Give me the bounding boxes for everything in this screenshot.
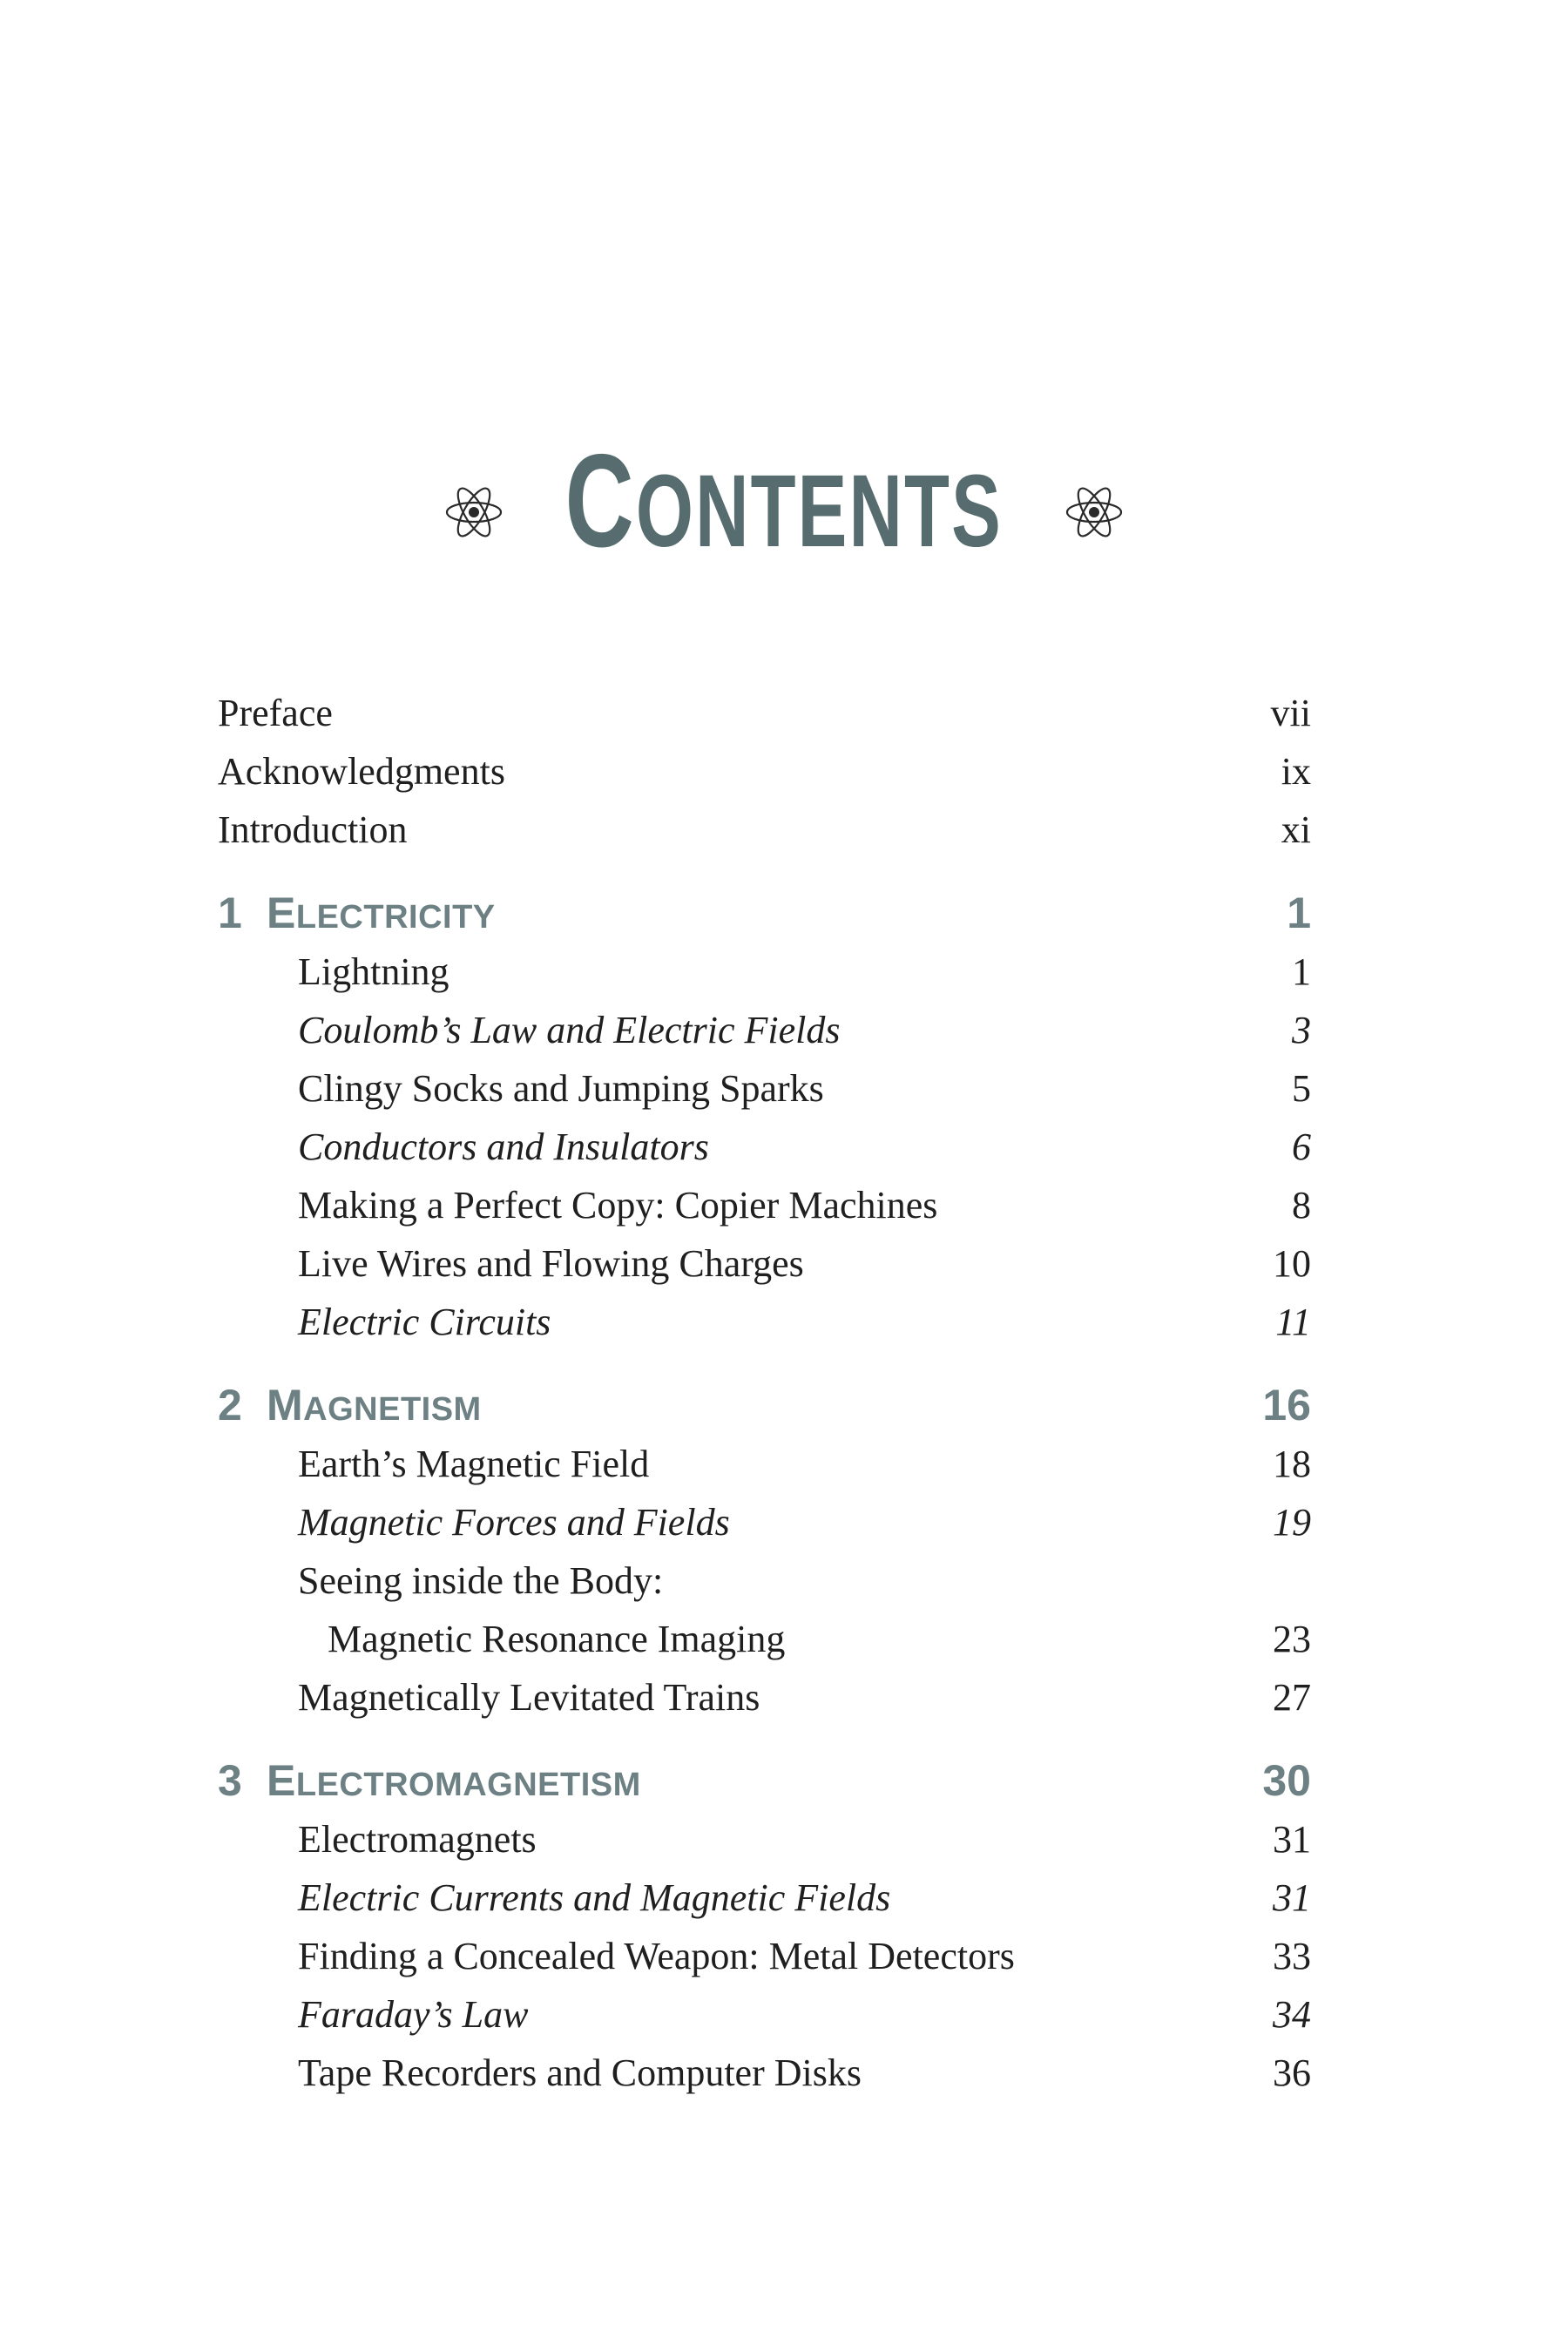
toc-entry[interactable] (218, 1869, 1311, 1927)
chapter-title-initial: E (267, 889, 296, 937)
chapter-heading-magnetism[interactable] (218, 1376, 1311, 1435)
toc-entry[interactable] (218, 1927, 1311, 1985)
toc-entry[interactable] (218, 1985, 1311, 2044)
toc-entry[interactable] (218, 1293, 1311, 1351)
entry-page: vii (1270, 692, 1311, 734)
entry-page: 27 (1273, 1676, 1311, 1719)
chapter-title-initial: E (267, 1756, 296, 1805)
entry-label: Introduction (218, 808, 408, 851)
toc-entry[interactable] (218, 1551, 1311, 1610)
toc-entry[interactable] (218, 1118, 1311, 1176)
entry-label: Magnetic Resonance Imaging (328, 1618, 786, 1660)
toc-entry-preface[interactable] (218, 684, 1311, 742)
entry-label: Electric Circuits (298, 1301, 551, 1343)
entry-page: 18 (1273, 1443, 1311, 1485)
chapter-title (267, 889, 496, 937)
contents-heading-row (0, 427, 1568, 575)
chapter-number: 3 (218, 1756, 242, 1805)
entry-page: 33 (1273, 1935, 1311, 1977)
entry-page: 6 (1292, 1125, 1311, 1168)
chapter-title-initial: M (267, 1381, 304, 1429)
entry-page: 23 (1273, 1618, 1311, 1660)
chapter-title-rest: LECTRICITY (295, 899, 496, 936)
entry-label: Making a Perfect Copy: Copier Machines (298, 1184, 938, 1227)
chapter-heading-electromagnetism[interactable] (218, 1752, 1311, 1810)
toc-entry[interactable] (218, 1668, 1311, 1727)
chapter-page: 1 (1287, 889, 1311, 937)
section-gap (218, 1727, 1311, 1752)
entry-page: 10 (1273, 1242, 1311, 1285)
entry-label: Finding a Concealed Weapon: Metal Detectors (298, 1935, 1015, 1977)
chapter-title (267, 1381, 482, 1429)
entry-page: 11 (1275, 1301, 1311, 1343)
entry-label: Preface (218, 692, 333, 734)
toc-entry-acknowledgments[interactable] (218, 742, 1311, 801)
entry-label: Conductors and Insulators (298, 1125, 709, 1168)
entry-page: ix (1281, 750, 1311, 793)
atom-icon (1064, 479, 1124, 545)
toc-entry-introduction[interactable] (218, 801, 1311, 859)
toc-entry[interactable] (218, 1001, 1311, 1059)
chapter-number: 2 (218, 1381, 242, 1429)
entry-label: Clingy Socks and Jumping Sparks (298, 1067, 824, 1110)
toc-entry[interactable] (218, 1059, 1311, 1118)
entry-page: 1 (1292, 950, 1311, 993)
toc-entry-continuation[interactable] (218, 1610, 1311, 1668)
entry-label: Tape Recorders and Computer Disks (298, 2051, 862, 2094)
entry-page: 31 (1273, 1876, 1311, 1919)
chapter-title (267, 1756, 641, 1805)
entry-page: 8 (1292, 1184, 1311, 1227)
entry-label: Acknowledgments (218, 750, 505, 793)
chapter-page: 16 (1262, 1381, 1311, 1429)
page-title (564, 427, 1004, 575)
entry-label: Magnetically Levitated Trains (298, 1676, 760, 1719)
toc-entry[interactable] (218, 1234, 1311, 1293)
entry-label: Electric Currents and Magnetic Fields (298, 1876, 891, 1919)
entry-page: 31 (1273, 1818, 1311, 1861)
entry-label: Live Wires and Flowing Charges (298, 1242, 804, 1285)
table-of-contents (218, 684, 1311, 2102)
toc-entry[interactable] (218, 1810, 1311, 1869)
entry-label: Faraday’s Law (298, 1993, 529, 2036)
toc-entry[interactable] (218, 943, 1311, 1001)
entry-label: Magnetic Forces and Fields (298, 1501, 730, 1544)
entry-page: 34 (1273, 1993, 1311, 2036)
section-gap (218, 859, 1311, 884)
entry-page: 5 (1292, 1067, 1311, 1110)
atom-icon (444, 479, 504, 545)
toc-entry[interactable] (218, 1176, 1311, 1234)
entry-label: Seeing inside the Body: (298, 1559, 664, 1602)
entry-page: 36 (1273, 2051, 1311, 2094)
entry-page: 3 (1292, 1009, 1311, 1051)
chapter-page: 30 (1262, 1756, 1311, 1805)
entry-page: 19 (1273, 1501, 1311, 1544)
toc-entry[interactable] (218, 2044, 1311, 2102)
chapter-number: 1 (218, 889, 242, 937)
title-rest: ONTENTS (636, 454, 1004, 569)
chapter-title-rest: AGNETISM (303, 1391, 482, 1428)
entry-label: Electromagnets (298, 1818, 537, 1861)
entry-page: xi (1281, 808, 1311, 851)
entry-label: Coulomb’s Law and Electric Fields (298, 1009, 841, 1051)
chapter-title-rest: LECTROMAGNETISM (295, 1767, 641, 1803)
title-initial: C (564, 427, 637, 575)
entry-label: Lightning (298, 950, 449, 993)
chapter-heading-electricity[interactable] (218, 884, 1311, 943)
section-gap (218, 1351, 1311, 1376)
entry-label: Earth’s Magnetic Field (298, 1443, 650, 1485)
toc-entry[interactable] (218, 1435, 1311, 1493)
toc-entry[interactable] (218, 1493, 1311, 1551)
